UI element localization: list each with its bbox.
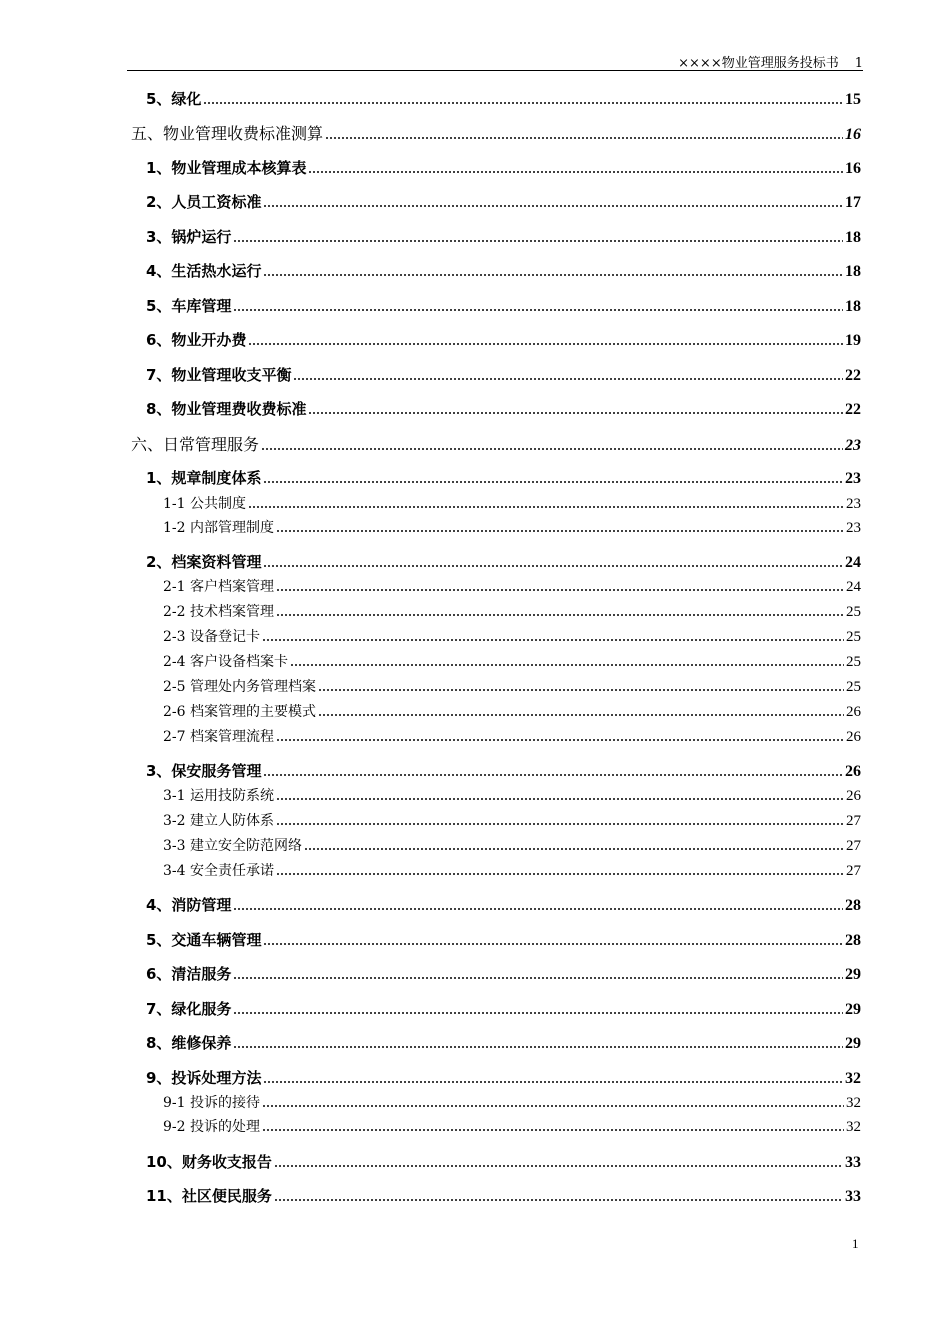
toc-entry[interactable] bbox=[146, 1185, 861, 1206]
toc-dot-leader bbox=[276, 797, 844, 801]
toc-dot-leader bbox=[203, 101, 843, 105]
toc-dot-leader bbox=[274, 1198, 843, 1202]
toc-entry-title: 6、物业开办费 bbox=[146, 331, 247, 349]
toc-entry[interactable] bbox=[163, 576, 861, 596]
toc-entry-title: 六、日常管理服务 bbox=[131, 435, 260, 454]
header-page-number: 1 bbox=[854, 56, 863, 71]
toc-entry-page: 32 bbox=[845, 1070, 861, 1087]
toc-entry-title: 7、物业管理收支平衡 bbox=[146, 366, 292, 384]
toc-entry-title: 2-4 客户设备档案卡 bbox=[163, 654, 288, 670]
toc-entry[interactable] bbox=[146, 963, 861, 984]
toc-dot-leader bbox=[290, 663, 844, 667]
toc-entry[interactable] bbox=[163, 601, 861, 621]
toc-dot-leader bbox=[248, 505, 844, 509]
toc-dot-leader bbox=[233, 907, 843, 911]
toc-entry[interactable] bbox=[163, 1092, 861, 1112]
toc-entry-page: 19 bbox=[845, 332, 861, 349]
toc-entry-page: 33 bbox=[845, 1188, 861, 1205]
toc-entry-page: 25 bbox=[846, 604, 861, 620]
toc-entry-page: 23 bbox=[846, 520, 861, 536]
toc-entry-title: 9、投诉处理方法 bbox=[146, 1069, 262, 1087]
toc-entry-page: 32 bbox=[846, 1095, 861, 1111]
toc-dot-leader bbox=[233, 239, 843, 243]
toc-entry[interactable] bbox=[163, 626, 861, 646]
toc-entry[interactable] bbox=[146, 760, 861, 781]
toc-dot-leader bbox=[233, 1011, 843, 1015]
toc-dot-leader bbox=[276, 613, 844, 617]
toc-entry[interactable] bbox=[146, 551, 861, 572]
toc-dot-leader bbox=[263, 273, 843, 277]
toc-entry[interactable] bbox=[146, 295, 861, 316]
toc-dot-leader bbox=[233, 1045, 843, 1049]
toc-dot-leader bbox=[276, 529, 844, 533]
toc-entry-page: 23 bbox=[846, 496, 861, 512]
toc-entry-page: 22 bbox=[845, 401, 861, 418]
toc-entry[interactable] bbox=[146, 1151, 861, 1172]
toc-entry-title: 2-2 技术档案管理 bbox=[163, 604, 274, 620]
toc-entry[interactable] bbox=[163, 701, 861, 721]
toc-entry[interactable] bbox=[163, 860, 861, 880]
toc-entry-title: 11、社区便民服务 bbox=[146, 1187, 272, 1205]
toc-entry-title: 3、锅炉运行 bbox=[146, 228, 232, 246]
toc-entry-page: 24 bbox=[846, 579, 861, 595]
toc-dot-leader bbox=[233, 308, 843, 312]
toc-entry-title: 五、物业管理收费标准测算 bbox=[131, 124, 324, 143]
toc-entry-title: 2-6 档案管理的主要模式 bbox=[163, 704, 316, 720]
toc-dot-leader bbox=[263, 942, 843, 946]
toc-entry-title: 2、人员工资标准 bbox=[146, 193, 262, 211]
toc-entry-title: 9-2 投诉的处理 bbox=[163, 1119, 260, 1135]
toc-entry-title: 3-3 建立安全防范网络 bbox=[163, 838, 302, 854]
toc-entry[interactable] bbox=[163, 517, 861, 537]
toc-entry-title: 8、维修保养 bbox=[146, 1034, 232, 1052]
toc-entry[interactable] bbox=[131, 432, 861, 455]
toc-entry[interactable] bbox=[131, 121, 861, 144]
toc-entry-title: 1、物业管理成本核算表 bbox=[146, 159, 307, 177]
toc-entry[interactable] bbox=[163, 493, 861, 513]
toc-entry-title: 3、保安服务管理 bbox=[146, 762, 262, 780]
toc-dot-leader bbox=[263, 564, 843, 568]
toc-entry-page: 28 bbox=[845, 897, 861, 914]
toc-entry[interactable] bbox=[163, 785, 861, 805]
toc-entry[interactable] bbox=[163, 1116, 861, 1136]
toc-entry[interactable] bbox=[163, 651, 861, 671]
toc-entry[interactable] bbox=[146, 398, 861, 419]
toc-dot-leader bbox=[233, 976, 843, 980]
toc-entry[interactable] bbox=[146, 467, 861, 488]
toc-dot-leader bbox=[276, 738, 844, 742]
toc-entry-page: 22 bbox=[845, 367, 861, 384]
toc-dot-leader bbox=[263, 204, 843, 208]
toc-entry[interactable] bbox=[146, 364, 861, 385]
toc-entry-page: 28 bbox=[845, 932, 861, 949]
toc-entry-page: 25 bbox=[846, 654, 861, 670]
toc-entry[interactable] bbox=[146, 1032, 861, 1053]
toc-entry-page: 26 bbox=[846, 704, 861, 720]
toc-entry-page: 25 bbox=[846, 629, 861, 645]
toc-entry-title: 1-2 内部管理制度 bbox=[163, 520, 274, 536]
toc-entry-page: 15 bbox=[845, 91, 861, 108]
page-header bbox=[127, 52, 863, 71]
toc-entry-page: 24 bbox=[845, 554, 861, 571]
toc-entry-title: 2-3 设备登记卡 bbox=[163, 629, 260, 645]
toc-entry-title: 4、消防管理 bbox=[146, 896, 232, 914]
toc-entry[interactable] bbox=[146, 894, 861, 915]
toc-entry-page: 23 bbox=[845, 437, 861, 454]
toc-entry-page: 17 bbox=[845, 194, 861, 211]
toc-entry[interactable] bbox=[146, 88, 861, 109]
toc-dot-leader bbox=[308, 411, 843, 415]
toc-dot-leader bbox=[325, 136, 843, 140]
toc-entry[interactable] bbox=[146, 1067, 861, 1088]
toc-entry[interactable] bbox=[146, 191, 861, 212]
toc-entry[interactable] bbox=[146, 260, 861, 281]
toc-entry-page: 32 bbox=[846, 1119, 861, 1135]
toc-entry-page: 16 bbox=[845, 126, 861, 143]
toc-dot-leader bbox=[262, 638, 844, 642]
toc-entry-page: 26 bbox=[845, 763, 861, 780]
toc-dot-leader bbox=[262, 1128, 844, 1132]
toc-entry-page: 26 bbox=[846, 788, 861, 804]
toc-entry-page: 27 bbox=[846, 863, 861, 879]
toc-entry-title: 4、生活热水运行 bbox=[146, 262, 262, 280]
toc-dot-leader bbox=[263, 1080, 843, 1084]
toc-entry-page: 29 bbox=[845, 1001, 861, 1018]
toc-entry[interactable] bbox=[163, 726, 861, 746]
toc-dot-leader bbox=[293, 377, 843, 381]
toc-dot-leader bbox=[276, 822, 844, 826]
toc-dot-leader bbox=[276, 588, 844, 592]
toc-entry-title: 8、物业管理费收费标准 bbox=[146, 400, 307, 418]
toc-entry-page: 27 bbox=[846, 813, 861, 829]
toc-dot-leader bbox=[274, 1164, 843, 1168]
toc-dot-leader bbox=[248, 342, 843, 346]
toc-entry-page: 18 bbox=[845, 263, 861, 280]
toc-entry-title: 5、绿化 bbox=[146, 90, 202, 108]
toc-dot-leader bbox=[262, 1104, 844, 1108]
footer-page-number: 1 bbox=[852, 1236, 859, 1251]
toc-entry-page: 23 bbox=[845, 470, 861, 487]
toc-entry-page: 26 bbox=[846, 729, 861, 745]
toc-dot-leader bbox=[308, 170, 843, 174]
toc-entry[interactable] bbox=[146, 329, 861, 350]
toc-dot-leader bbox=[304, 847, 844, 851]
toc-entry[interactable] bbox=[146, 998, 861, 1019]
toc-dot-leader bbox=[263, 773, 843, 777]
toc-entry-title: 2、档案资料管理 bbox=[146, 553, 262, 571]
toc-dot-leader bbox=[276, 872, 844, 876]
toc-entry-page: 33 bbox=[845, 1154, 861, 1171]
toc-entry-page: 25 bbox=[846, 679, 861, 695]
toc-entry-title: 1、规章制度体系 bbox=[146, 469, 262, 487]
toc-entry-title: 2-7 档案管理流程 bbox=[163, 729, 274, 745]
toc-entry[interactable] bbox=[146, 226, 861, 247]
toc-entry-page: 18 bbox=[845, 229, 861, 246]
toc-entry-title: 3-2 建立人防体系 bbox=[163, 813, 274, 829]
toc-entry-page: 29 bbox=[845, 966, 861, 983]
toc-entry-title: 1-1 公共制度 bbox=[163, 496, 246, 512]
toc-entry-page: 29 bbox=[845, 1035, 861, 1052]
toc-entry[interactable] bbox=[146, 929, 861, 950]
toc-entry[interactable] bbox=[146, 157, 861, 178]
toc-entry[interactable] bbox=[163, 810, 861, 830]
toc-dot-leader bbox=[263, 480, 843, 484]
toc-entry-title: 3-1 运用技防系统 bbox=[163, 788, 274, 804]
toc-dot-leader bbox=[261, 447, 843, 451]
toc-entry-page: 16 bbox=[845, 160, 861, 177]
toc-entry-title: 9-1 投诉的接待 bbox=[163, 1095, 260, 1111]
toc-dot-leader bbox=[318, 688, 844, 692]
toc-entry-title: 2-1 客户档案管理 bbox=[163, 579, 274, 595]
toc-entry-title: 5、交通车辆管理 bbox=[146, 931, 262, 949]
toc-entry[interactable] bbox=[163, 676, 861, 696]
toc-entry[interactable] bbox=[163, 835, 861, 855]
header-title: ××××物业管理服务投标书 bbox=[678, 56, 839, 71]
toc-entry-title: 7、绿化服务 bbox=[146, 1000, 232, 1018]
toc-entry-page: 18 bbox=[845, 298, 861, 315]
toc-dot-leader bbox=[318, 713, 844, 717]
toc-entry-title: 3-4 安全责任承诺 bbox=[163, 863, 274, 879]
toc-entry-title: 6、清洁服务 bbox=[146, 965, 232, 983]
toc-entry-page: 27 bbox=[846, 838, 861, 854]
toc-entry-title: 5、车库管理 bbox=[146, 297, 232, 315]
toc-entry-title: 2-5 管理处内务管理档案 bbox=[163, 679, 316, 695]
toc-entry-title: 10、财务收支报告 bbox=[146, 1153, 272, 1171]
